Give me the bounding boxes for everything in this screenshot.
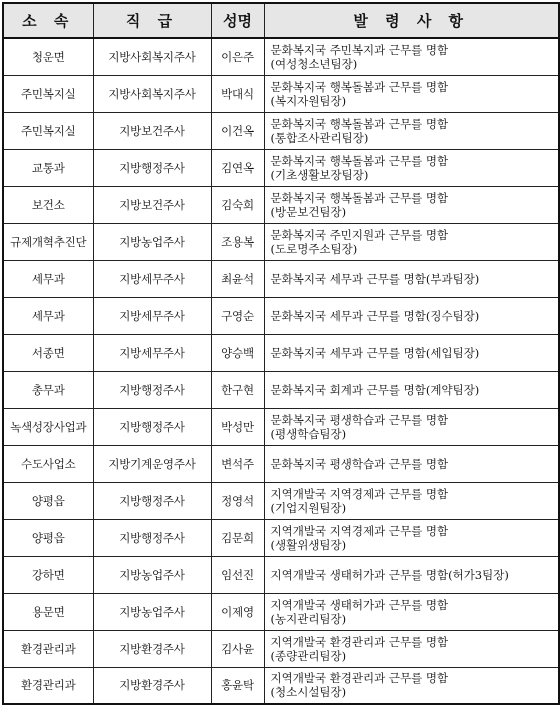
table-body [3, 38, 559, 704]
order-line: (통합조사관리팀장) [270, 130, 369, 145]
order-line: 문화복지국 행복돌봄과 근무를 명함 [270, 153, 449, 168]
cell-rank: 지방세무주사 [93, 260, 211, 297]
cell-order [264, 445, 559, 482]
header-name: 성명 [211, 3, 264, 38]
cell-order [264, 112, 559, 149]
cell-rank: 지방농업주사 [93, 223, 211, 260]
header-rank: 직 급 [93, 3, 211, 38]
order-line: 문화복지국 세무과 근무를 명함(징수팀장) [270, 308, 480, 323]
table-row [3, 445, 559, 482]
cell-rank: 지방환경주사 [93, 630, 211, 667]
table-row [3, 112, 559, 149]
cell-order [264, 630, 559, 667]
table-row [3, 223, 559, 260]
order-line: (기업지원팀장) [270, 500, 347, 515]
cell-order [264, 38, 559, 75]
cell-order [264, 186, 559, 223]
cell-dept: 주민복지실 [3, 112, 93, 149]
cell-order [264, 519, 559, 556]
order-line: 문화복지국 주민복지과 근무를 명함 [270, 42, 449, 57]
order-line: 문화복지국 행복돌봄과 근무를 명함 [270, 79, 449, 94]
cell-rank: 지방세무주사 [93, 334, 211, 371]
cell-rank: 지방행정주사 [93, 371, 211, 408]
cell-name: 박대식 [211, 75, 264, 112]
cell-name: 김연옥 [211, 149, 264, 186]
table-row [3, 667, 559, 704]
table-row [3, 38, 559, 75]
cell-order [264, 149, 559, 186]
cell-name: 김숙희 [211, 186, 264, 223]
cell-rank: 지방행정주사 [93, 408, 211, 445]
cell-rank: 지방행정주사 [93, 519, 211, 556]
order-line: 지역개발국 생태허가과 근무를 명함(허가3팀장) [270, 567, 509, 582]
order-line: 지역개발국 지역경제과 근무를 명함 [270, 523, 449, 538]
cell-dept: 서종면 [3, 334, 93, 371]
cell-dept: 환경관리과 [3, 630, 93, 667]
table-row [3, 334, 559, 371]
order-line: (생활위생팀장) [270, 537, 347, 552]
order-line: (여성청소년팀장) [270, 56, 358, 71]
cell-dept: 교통과 [3, 149, 93, 186]
cell-dept: 양평읍 [3, 519, 93, 556]
cell-name: 한구현 [211, 371, 264, 408]
order-line: 문화복지국 세무과 근무를 명함(세입팀장) [270, 345, 480, 360]
cell-order [264, 297, 559, 334]
cell-dept: 환경관리과 [3, 667, 93, 704]
table-row [3, 630, 559, 667]
cell-dept: 규제개혁추진단 [3, 223, 93, 260]
cell-rank: 지방사회복지주사 [93, 75, 211, 112]
table-row [3, 297, 559, 334]
order-line: 지역개발국 환경관리과 근무를 명함 [270, 671, 449, 686]
order-line: (청소시설팀장) [270, 685, 347, 700]
table-row [3, 519, 559, 556]
order-line: (기초생활보장팀장) [270, 167, 369, 182]
cell-rank: 지방행정주사 [93, 482, 211, 519]
header-order: 발 령 사 항 [264, 3, 559, 38]
order-line: 문화복지국 행복돌봄과 근무를 명함 [270, 116, 449, 131]
cell-rank: 지방세무주사 [93, 297, 211, 334]
cell-order [264, 667, 559, 704]
order-line: 문화복지국 회계과 근무를 명함(계약팀장) [270, 382, 480, 397]
cell-dept: 수도사업소 [3, 445, 93, 482]
cell-order [264, 482, 559, 519]
order-line: 문화복지국 세무과 근무를 명함(부과팀장) [270, 271, 480, 286]
cell-name: 이제영 [211, 593, 264, 630]
table-row [3, 149, 559, 186]
order-line: 문화복지국 평생학습과 근무를 명함 [270, 456, 449, 471]
cell-rank: 지방농업주사 [93, 593, 211, 630]
table-row [3, 482, 559, 519]
cell-dept: 양평읍 [3, 482, 93, 519]
header-row [3, 3, 559, 38]
order-line: 지역개발국 환경관리과 근무를 명함 [270, 634, 449, 649]
cell-rank: 지방행정주사 [93, 149, 211, 186]
cell-order [264, 556, 559, 593]
order-line: (농지관리팀장) [270, 611, 347, 626]
cell-rank: 지방보건주사 [93, 186, 211, 223]
table-row [3, 75, 559, 112]
order-line: (종량관리팀장) [270, 648, 347, 663]
cell-rank: 지방보건주사 [93, 112, 211, 149]
table-row [3, 408, 559, 445]
cell-dept: 녹색성장사업과 [3, 408, 93, 445]
cell-rank: 지방농업주사 [93, 556, 211, 593]
order-line: 문화복지국 행복돌봄과 근무를 명함 [270, 190, 449, 205]
cell-name: 정영석 [211, 482, 264, 519]
cell-rank: 지방환경주사 [93, 667, 211, 704]
table-row [3, 556, 559, 593]
order-line: 지역개발국 지역경제과 근무를 명함 [270, 486, 449, 501]
cell-order [264, 593, 559, 630]
cell-dept: 강하면 [3, 556, 93, 593]
cell-name: 박성만 [211, 408, 264, 445]
cell-name: 이은주 [211, 38, 264, 75]
cell-dept: 보건소 [3, 186, 93, 223]
table-row [3, 260, 559, 297]
cell-name: 임선진 [211, 556, 264, 593]
cell-name: 홍윤탁 [211, 667, 264, 704]
cell-order [264, 223, 559, 260]
cell-dept: 세무과 [3, 297, 93, 334]
table-header [3, 3, 559, 38]
cell-name: 변석주 [211, 445, 264, 482]
order-line: (평생학습팀장) [270, 426, 347, 441]
cell-dept: 총무과 [3, 371, 93, 408]
cell-dept: 용문면 [3, 593, 93, 630]
cell-name: 조용복 [211, 223, 264, 260]
table-row [3, 186, 559, 223]
cell-rank: 지방사회복지주사 [93, 38, 211, 75]
order-line: 문화복지국 평생학습과 근무를 명함 [270, 412, 449, 427]
cell-dept: 주민복지실 [3, 75, 93, 112]
cell-order [264, 75, 559, 112]
table-row [3, 371, 559, 408]
order-line: (방문보건팀장) [270, 204, 347, 219]
order-line: 문화복지국 주민지원과 근무를 명함 [270, 227, 449, 242]
cell-name: 김문희 [211, 519, 264, 556]
cell-order [264, 408, 559, 445]
personnel-order-table [2, 2, 560, 705]
order-line: 지역개발국 생태허가과 근무를 명함 [270, 597, 449, 612]
cell-name: 구영순 [211, 297, 264, 334]
cell-name: 양승백 [211, 334, 264, 371]
cell-name: 최윤석 [211, 260, 264, 297]
order-line: (도로명주소팀장) [270, 241, 358, 256]
cell-dept: 청운면 [3, 38, 93, 75]
cell-name: 이건옥 [211, 112, 264, 149]
cell-name: 김사윤 [211, 630, 264, 667]
cell-order [264, 260, 559, 297]
order-line: (복지자원팀장) [270, 93, 347, 108]
table-row [3, 593, 559, 630]
cell-order [264, 371, 559, 408]
cell-rank: 지방기계운영주사 [93, 445, 211, 482]
cell-order [264, 334, 559, 371]
header-dept: 소 속 [3, 3, 93, 38]
cell-dept: 세무과 [3, 260, 93, 297]
